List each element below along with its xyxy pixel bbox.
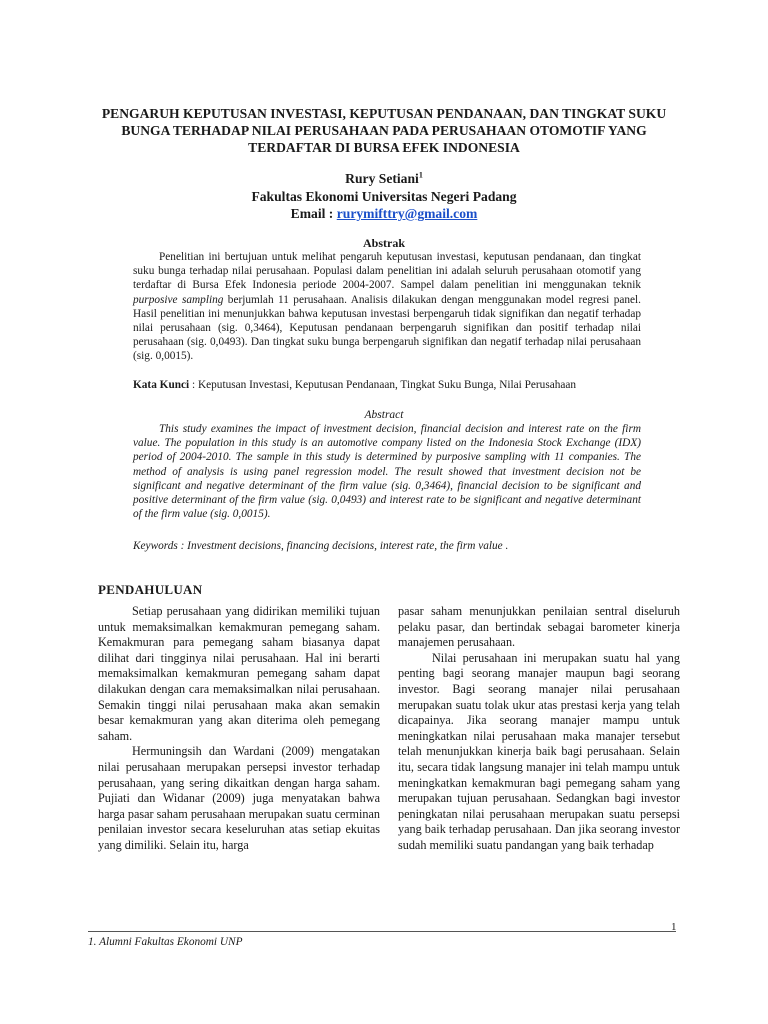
author-name-line [90, 170, 678, 188]
abstrak-text-2: berjumlah 11 perusahaan. Analisis dilakukan dengan menggunakan model regresi panel. Hasil penelitian ini menunjukkan bahwa keputusan investasi berpengaruh tidak signifikan dan negatif terhadap nilai perusahaan (sig. 0,3464), Keputusan pendanaan berpengaruh signifikan dan positif terhadap nilai perusahaan (sig. 0,0493). Dan tingkat suku bunga berpengaruh signifikan dan negatif terhadap nilai perusahaan (sig. 0,0015). [133, 293, 641, 363]
paper-title [90, 105, 678, 156]
kata-kunci [133, 379, 663, 391]
footer-divider [88, 931, 676, 932]
abstract-body [133, 422, 641, 521]
abstract-paragraph: This study examines the impact of investment decision, financial decision and interest rate on the firm value. The population in this study is an automotive company listed on the Indonesia Stock Exchange (IDX) period of 2004-2010. The sample in this study is determined by purposive sampling with 11 companies. The method of analysis is using panel regression model. The result showed that investment decision not be significant and negative determinant of the firm value (sig. 0,3464), financial decision to be significant and positive determinant of the firm value (sig. 0,0493) and interest rate to be significant and negative determinant of the firm value (sig. 0,0015). [133, 423, 641, 521]
body-paragraph: Hermuningsih dan Wardani (2009) mengatakan nilai perusahaan merupakan persepsi investor terhadap perusahaan, yang sering dikaitkan dengan harga saham. Pujiati dan Widanar (2009) juga menyatakan bahwa harga pasar saham perusahaan merupakan suatu cerminan penilaian investor secara keseluruhan atas setiap ekuitas yang dimiliki. Selain itu, harga [98, 744, 380, 852]
kata-kunci-text: : Keputusan Investasi, Keputusan Pendanaan, Tingkat Suku Bunga, Nilai Perusahaan [189, 379, 577, 391]
abstrak-heading: Abstrak [362, 236, 405, 250]
email-label: Email : [290, 206, 337, 221]
author-email-line [90, 205, 678, 223]
email-link[interactable]: rurymifttry@gmail.com [336, 206, 478, 221]
body-column-right [398, 604, 680, 854]
title-line-3: TERDAFTAR DI BURSA EFEK INDONESIA [248, 140, 520, 155]
kata-kunci-label: Kata Kunci [133, 379, 190, 391]
author-name: Rury Setiani [345, 171, 419, 186]
title-line-2: BUNGA TERHADAP NILAI PERUSAHAAN PADA PERUSAHAAN OTOMOTIF YANG [121, 123, 647, 138]
author-block [90, 170, 678, 223]
section-heading: PENDAHULUAN [98, 582, 203, 597]
body-paragraph: pasar saham menunjukkan penilaian sentral diseluruh pelaku pasar, dan bertindak sebagai barometer kinerja manajemen perusahaan. [398, 604, 680, 650]
body-column-left [98, 604, 380, 854]
footnote: 1. Alumni Fakultas Ekonomi UNP [88, 936, 243, 948]
abstract-heading: Abstract [364, 409, 404, 421]
keywords: Keywords : Investment decisions, financing decisions, interest rate, the firm value . [133, 540, 509, 552]
body-paragraph: Nilai perusahaan ini merupakan suatu hal yang penting bagi seorang manajer maupun bagi seorang investor. Bagi seorang manajer nilai perusahaan merupakan suatu tolak ukur atas prestasi kerja yang telah dicapainya. Jika seorang manajer mampu untuk meningkatkan nilai perusahaan maka manajer tersebut telah menunjukkan kinerja baik bagi perusahaan. Selain itu, secara tidak langsung manajer ini telah mampu untuk meningkatkan kemakmuran bagi pemegang saham yang merupakan tujuan perusahaan. Sedangkan bagi investor peningkatan nilai perusahaan merupakan suatu persepsi yang baik terhadap perusahaan. Dan jika seorang investor sudah memiliki suatu pandangan yang baik terhadap [398, 650, 680, 852]
body-paragraph: Setiap perusahaan yang didirikan memiliki tujuan untuk memaksimalkan kemakmuran pemegang saham. Kemakmuran para pemegang saham biasanya dapat dilihat dari tingginya nilai perusahaan. Hal ini berarti memaksimalkan kemakmuran pemegang saham dapat dilakukan dengan cara memaksimalkan nilai perusahaan. Semakin tinggi nilai perusahaan maka akan semakin besar kemakmuran yang akan diterima oleh pemegang saham. [98, 604, 380, 743]
title-line-1: PENGARUH KEPUTUSAN INVESTASI, KEPUTUSAN PENDANAAN, DAN TINGKAT SUKU [101, 106, 667, 121]
author-affiliation: Fakultas Ekonomi Universitas Negeri Padang [251, 188, 517, 204]
abstrak-paragraph [133, 250, 641, 364]
author-footnote-mark: 1 [418, 170, 423, 180]
abstrak-body [133, 250, 641, 364]
abstrak-italic-term: purposive sampling [133, 293, 224, 306]
abstrak-text-1: Penelitian ini bertujuan untuk melihat pengaruh keputusan investasi, keputusan pendanaan, dan tingkat suku bunga terhadap nilai perusahaan. Populasi dalam penelitian ini adalah seluruh perusahaan otomotif yang terdaftar di Bursa Efek Indonesia periode 2004-2007. Sampel dalam penelitian ini menggunakan teknik [133, 251, 641, 292]
page-number: 1 [671, 921, 677, 933]
